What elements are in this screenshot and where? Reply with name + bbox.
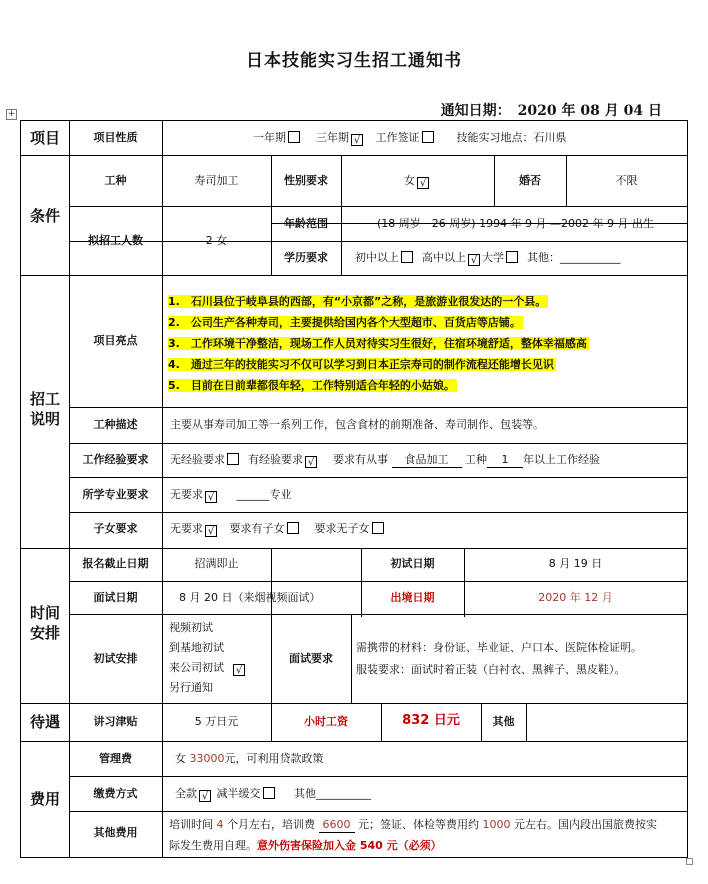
opt-one-year-label: 一年期 xyxy=(253,131,286,144)
hourly-label: 小时工资 xyxy=(304,715,348,728)
highlight-item: 5. 目前在日前辈都很年轻，工作特别适合年轻的小姑娘。 xyxy=(168,379,455,392)
desc-label: 工种描述 xyxy=(93,418,138,431)
pay-other-blank[interactable]: __________ xyxy=(315,787,371,800)
edu-other-blank[interactable]: ___________ xyxy=(560,251,621,264)
age-value: (18 周岁－26 周岁) 1994 年 9 月 —2002 年 9 月 出生 xyxy=(377,217,655,230)
first-arr-options xyxy=(169,618,247,698)
exp-options: 无经验要求 有经验要求 √ 要求有从事 食品加工 工种 1 年以上工作经验 xyxy=(170,453,600,468)
row-divider xyxy=(21,548,687,549)
opt-work-visa-checkbox[interactable] xyxy=(422,131,434,143)
first-arr-option: 到基地初试 xyxy=(169,641,224,654)
deadline-value: 招满即止 xyxy=(194,557,239,570)
other-fee-label: 其他费用 xyxy=(93,826,138,839)
notice-date: 通知日期： 2020 年 08 月 04 日 xyxy=(440,103,662,119)
subsidy-label: 讲习津贴 xyxy=(93,715,138,728)
location-text: 技能实习地点：石川県 xyxy=(456,131,567,144)
child-options: 无要求 √ 要求有子女 要求无子女 xyxy=(170,521,386,537)
gender-value: 女 √ xyxy=(341,173,494,189)
section-recruit: 招工 说明 xyxy=(29,390,60,428)
document-title: 日本技能实习生招工通知书 xyxy=(246,51,462,71)
highlight-item: 4. 通过三年的技能实习不仅可以学习到日本正宗寿司的制作流程还能增长见识 xyxy=(168,358,554,371)
major-options: 无要求 √ ______专业 xyxy=(170,488,292,503)
edu-senior-checkbox[interactable]: √ xyxy=(468,254,480,266)
highlights-list xyxy=(168,291,589,396)
row-divider xyxy=(494,206,687,207)
desc-value: 主要从事寿司加工等一系列工作，包含食材的前期准备、寿司制作、包装等。 xyxy=(170,418,544,431)
materials-text: 需携带的材料：身份证、毕业证、户口本、医院体检证明。 xyxy=(356,641,642,654)
first-arr-option: 来公司初试 √ xyxy=(169,658,247,678)
child-label: 子女要求 xyxy=(93,522,138,535)
interview-req-text xyxy=(356,637,642,681)
pay-half-checkbox[interactable] xyxy=(263,787,275,799)
exp-label: 工作经验要求 xyxy=(82,453,149,466)
pay-full-checkbox[interactable]: √ xyxy=(199,790,211,802)
opt-work-visa-label: 工作签证 xyxy=(375,131,420,144)
highlights-label: 项目亮点 xyxy=(93,334,138,347)
section-schedule: 时间 安排 xyxy=(29,604,60,642)
major-none-checkbox[interactable]: √ xyxy=(205,491,217,503)
section-conditions: 条件 xyxy=(29,207,60,225)
deadline-label: 报名截止日期 xyxy=(82,557,149,570)
opt-one-year-checkbox[interactable] xyxy=(288,131,300,143)
row-divider xyxy=(21,155,687,156)
pay-label: 缴费方式 xyxy=(93,787,138,800)
marital-value: 不限 xyxy=(615,174,638,187)
highlight-item: 3. 工作环境干净整洁，现场工作人员对待实习生很好，住宿环境舒适，整体幸福感高 xyxy=(168,337,587,350)
mgmt-value: 女 33000元，可利用贷款政策 xyxy=(175,752,324,765)
highlight-item: 1. 石川县位于岐阜县的西部，有“小京都”之称，是旅游业很发达的一个县。 xyxy=(168,295,547,308)
gender-label: 性别要求 xyxy=(284,174,328,187)
highlight-item: 2. 公司生产各种寿司，主要提供给国内各个大型超市、百货店等店铺。 xyxy=(168,316,521,329)
other-fee-line: 培训时间 4 个月左右，培训费 6600 元；签证、体检等费用约 1000 元左右。国内段出国旅费按实 xyxy=(169,818,657,831)
row-divider xyxy=(341,206,494,207)
first-arr-label: 初试安排 xyxy=(93,652,138,665)
child-none-checkbox[interactable]: √ xyxy=(205,525,217,537)
dress-text: 服装要求：面试时着正装（白衬衣、黑裤子、黑皮鞋）。 xyxy=(356,663,626,676)
opt-three-year-label: 三年期 xyxy=(316,131,349,144)
col-divider xyxy=(162,121,163,857)
row-divider xyxy=(21,741,687,742)
col-divider xyxy=(271,548,272,617)
major-blank[interactable]: ______ xyxy=(236,488,270,501)
other-fee-line: 际发生费用自理。意外伤害保险加入金 540 元（必须） xyxy=(169,839,442,852)
edu-options: 初中以上 高中以上 √ 大学 其他：___________ xyxy=(355,251,621,266)
job-type-label: 工种 xyxy=(104,174,127,187)
section-fees: 费用 xyxy=(29,790,60,808)
opt-three-year-checkbox[interactable]: √ xyxy=(351,134,363,146)
major-label: 所学专业要求 xyxy=(82,488,149,501)
exp-has-checkbox[interactable]: √ xyxy=(305,456,317,468)
interview-label: 面试日期 xyxy=(93,591,138,604)
col-item-header: 项目 xyxy=(29,129,60,147)
pay-options: 全款 √ 减半缓交 其他__________ xyxy=(175,787,371,802)
row-divider xyxy=(21,275,687,276)
age-label: 年龄范围 xyxy=(284,217,328,230)
edu-junior-checkbox[interactable] xyxy=(401,251,413,263)
job-nature-label: 项目性质 xyxy=(93,131,138,144)
first-date-value: 8 月 19 日 xyxy=(548,557,603,570)
mgmt-label: 管理费 xyxy=(99,752,132,765)
depart-label: 出境日期 xyxy=(390,591,435,604)
edu-label: 学历要求 xyxy=(284,251,328,264)
col-divider xyxy=(351,614,352,703)
hourly-value: 832 日元 xyxy=(402,713,460,728)
col-divider xyxy=(526,703,527,741)
first-arr-option: 另行通知 xyxy=(169,681,213,694)
gender-female-checkbox[interactable]: √ xyxy=(417,177,429,189)
first-date-label: 初试日期 xyxy=(390,557,435,570)
child-no-checkbox[interactable] xyxy=(372,522,384,534)
other-fee-text xyxy=(169,814,657,856)
count-label: 拟招工人数 xyxy=(88,234,143,247)
job-type-value: 寿司加工 xyxy=(194,174,239,187)
marital-label: 婚否 xyxy=(519,174,541,187)
first-arr-option: 视频初试 xyxy=(169,621,213,634)
job-nature-options xyxy=(253,130,566,146)
interview-req-label: 面试要求 xyxy=(289,652,333,665)
depart-value: 2020 年 12 月 xyxy=(538,591,613,604)
edu-college-checkbox[interactable] xyxy=(506,251,518,263)
section-treatment: 待遇 xyxy=(29,713,60,731)
child-has-checkbox[interactable] xyxy=(287,522,299,534)
paragraph-mark xyxy=(686,858,693,865)
exp-none-checkbox[interactable] xyxy=(227,453,239,465)
exp-field-input[interactable]: 食品加工 xyxy=(392,453,462,468)
row-divider xyxy=(69,206,341,207)
first-arr-company-checkbox[interactable]: √ xyxy=(233,664,245,676)
row-divider xyxy=(21,703,687,704)
recruitment-form-table xyxy=(20,120,688,858)
move-handle-icon[interactable]: + xyxy=(7,109,16,119)
count-value: 2 女 xyxy=(205,234,228,247)
exp-years-input[interactable]: 1 xyxy=(487,453,523,468)
interview-value: 8 月 20 日（来烟视频面试） xyxy=(179,591,321,604)
treatment-other-label: 其他 xyxy=(492,715,515,728)
subsidy-value: 5 万日元 xyxy=(194,715,239,728)
